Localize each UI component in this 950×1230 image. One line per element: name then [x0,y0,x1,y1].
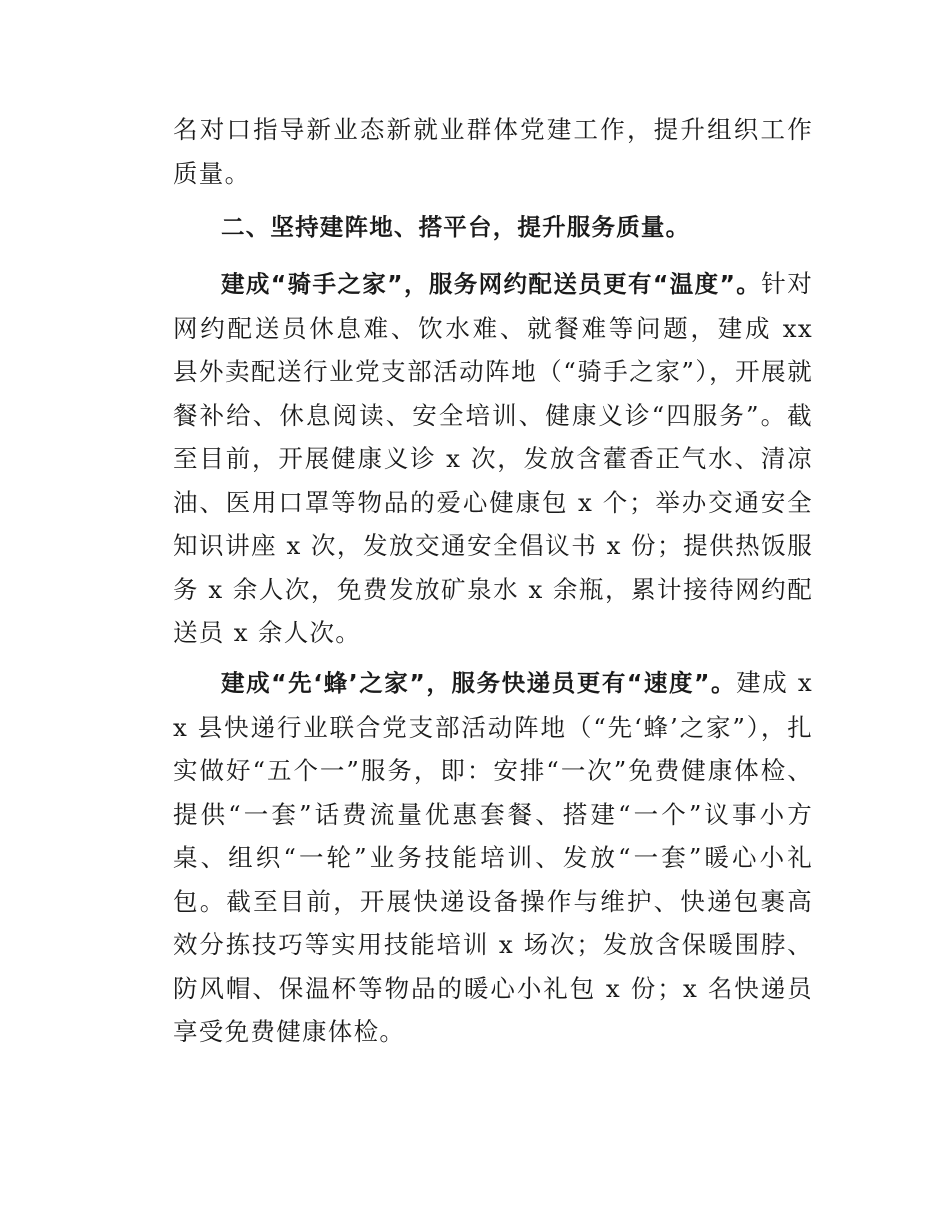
continuation-paragraph: 名对口指导新业态新就业群体党建工作，提升组织工作质量。 [173,115,813,188]
paragraph-body: 建成 xx 县快递行业联合党支部活动阵地（“先‘蜂’之家”），扎实做好“五个一”服务，即：安排“一次”免费健康体检、提供“一套”话费流量优惠套餐、搭建“一个”议事小方桌、组织“一轮”业务技能培训、发放“一套”暖心小礼包。截至目前，开展快递设备操作与维护、快递包裹高效分拣技巧等实用技能培训 x 场次；发放含保暖围脖、防风帽、保温杯等物品的暖心小礼包 x 份；x 名快递员享受免费健康体检。 [173,668,814,1046]
section-heading: 二、坚持建阵地、搭平台，提升服务质量。 [221,213,691,241]
paragraph-lead: 建成“骑手之家”，服务网约配送员更有“温度”。 [221,270,762,298]
paragraph-body: 针对网约配送员休息难、饮水难、就餐难等问题，建成 xx 县外卖配送行业党支部活动阵地（“骑手之家”），开展就餐补给、休息阅读、安全培训、健康义诊“四服务”。截至目前，开展健康义诊 x 次，发放含藿香正气水、清凉油、医用口罩等物品的爱心健康包 x 个；举办交通安全知识讲座 x 次，发放交通安全倡议书 x 份；提供热饭服务 x 余人次，免费发放矿泉水 x 余瓶，累计接待网约配送员 x 余人次。 [173,269,813,647]
paragraph-lead: 建成“先‘蜂’之家”，服务快递员更有“速度”。 [221,669,737,697]
paragraph-rider-home [173,262,813,655]
paragraph-courier-home [173,661,813,1054]
